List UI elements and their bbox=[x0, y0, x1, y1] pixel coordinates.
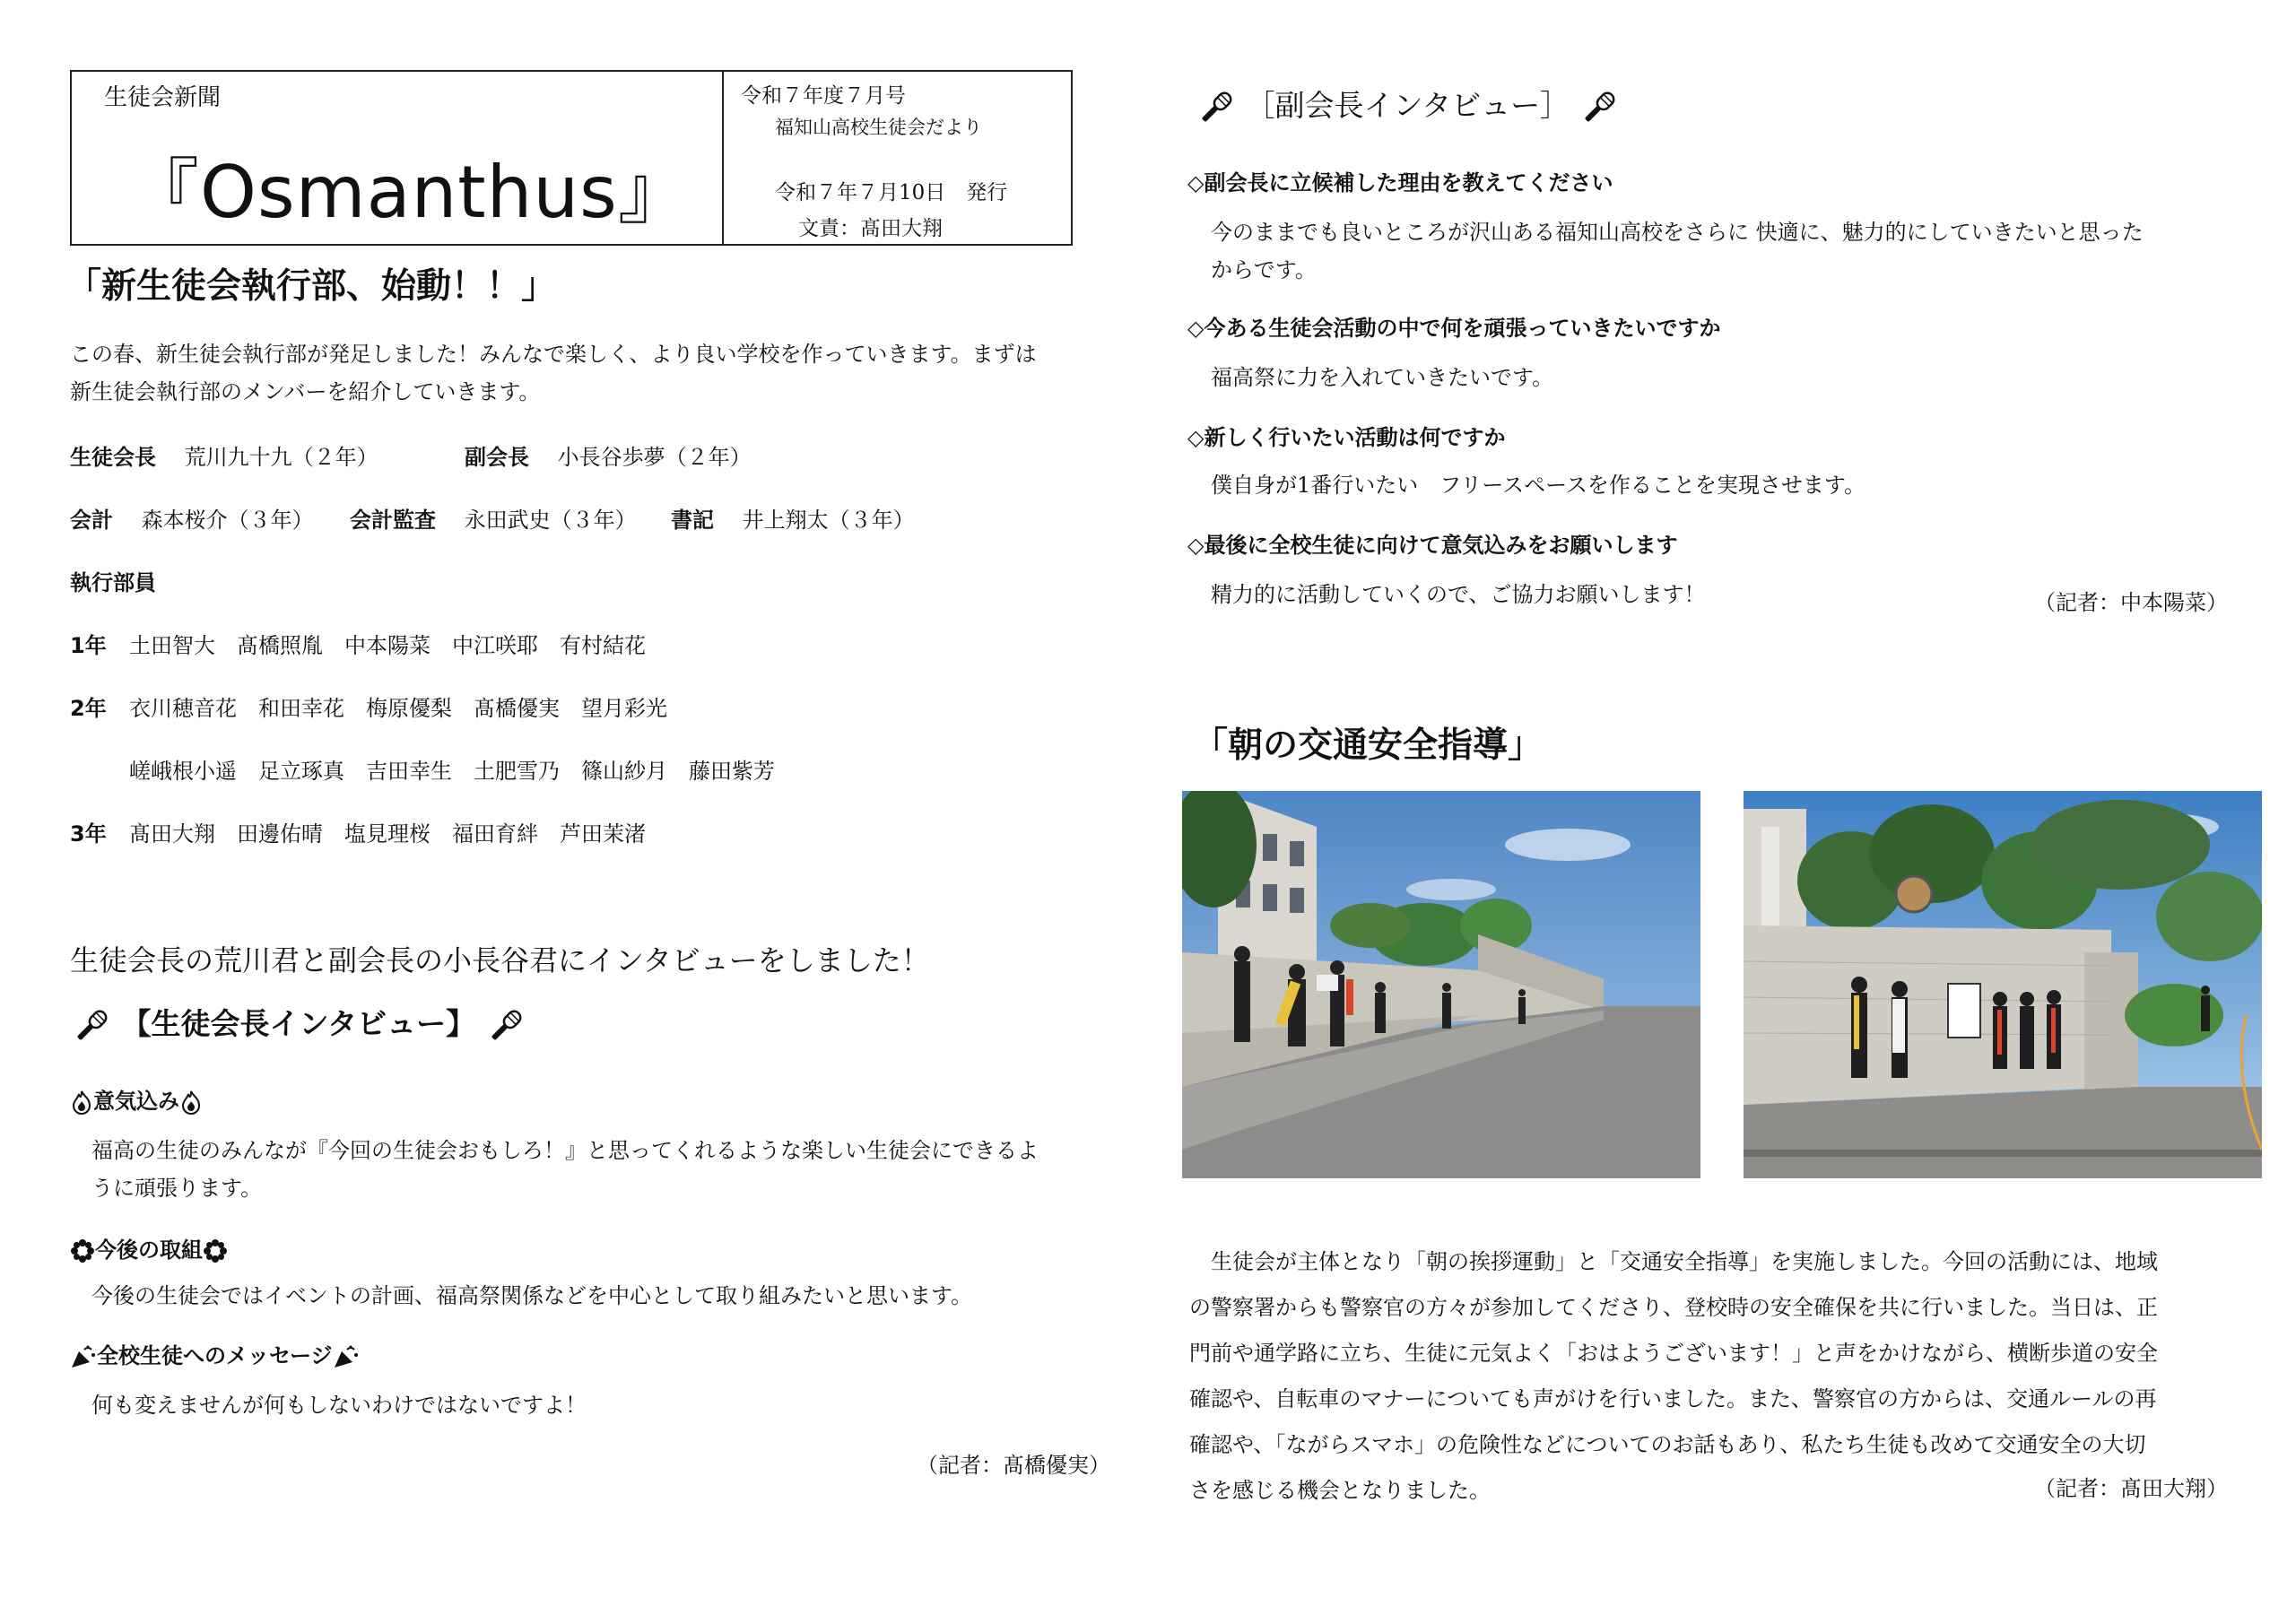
microphone-icon bbox=[486, 1006, 526, 1046]
grade-label: 3年 bbox=[70, 821, 107, 847]
vp-answer bbox=[1211, 359, 1553, 396]
answer-line: 今のままでも良いところが沢山ある福知山高校をさらに 快適に、魅力的にしていきたいと思った bbox=[1211, 220, 2144, 245]
article-line: 確認や、「ながらスマホ」の危険性などについてのお話もあり、私たち生徒も改めて交通安全の大切 bbox=[1189, 1432, 2146, 1457]
issue-label: 令和７年度７月号 bbox=[741, 84, 906, 108]
answer-line: からです。 bbox=[1211, 257, 1317, 282]
answer-line: うに頑張ります。 bbox=[91, 1176, 263, 1201]
intro-paragraph bbox=[70, 335, 1128, 411]
officers-row bbox=[70, 439, 378, 471]
member-names: 土田智大 髙橋照胤 中本陽菜 中江咲耶 有村結花 bbox=[129, 633, 646, 658]
interview-lead: 生徒会長の荒川君と副会長の小長谷君にインタビューをしました！ bbox=[70, 943, 930, 977]
microphone-icon bbox=[72, 1006, 111, 1046]
officer-name: 小長谷歩夢（２年） bbox=[557, 445, 752, 470]
vp-question: ◇新しく行いたい活動は何ですか bbox=[1187, 425, 1506, 450]
flower-icon bbox=[70, 1238, 95, 1264]
answer-line: 僕自身が1番行いたい フリースペースを作ることを実現させます。 bbox=[1211, 473, 1866, 498]
traffic-reporter-credit: （記者：髙田大翔） bbox=[2034, 1476, 2228, 1501]
section-title: 今後の取組 bbox=[95, 1238, 203, 1263]
answer-line: 福高祭に力を入れていきたいです。 bbox=[1211, 365, 1554, 390]
officers-row bbox=[465, 439, 752, 471]
microphone-icon bbox=[1579, 88, 1619, 127]
vp-question: ◇今ある生徒会活動の中で何を頑張っていきたいですか bbox=[1187, 316, 1721, 341]
officer-role: 会計監査 bbox=[350, 508, 436, 533]
vp-interview-heading bbox=[1196, 83, 1619, 127]
flower-icon bbox=[203, 1238, 228, 1264]
president-interview-heading bbox=[72, 1001, 526, 1046]
vp-reporter-credit: （記者：中本陽菜） bbox=[2034, 590, 2228, 615]
flame-icon bbox=[179, 1090, 203, 1115]
school-label: 福知山高校生徒会だより bbox=[775, 117, 982, 138]
members-row bbox=[70, 816, 646, 847]
article-line: さを感じる機会となりました。 bbox=[1189, 1478, 1491, 1503]
section-heading bbox=[70, 1338, 360, 1369]
officers-row bbox=[70, 502, 314, 534]
intro-line: 新生徒会執行部のメンバーを紹介していきます。 bbox=[70, 379, 541, 404]
members-row bbox=[70, 753, 775, 785]
member-names: 衣川穂音花 和田幸花 梅原優梨 髙橋優実 望月彩光 bbox=[129, 696, 667, 721]
members-row bbox=[70, 690, 667, 722]
officer-role: 副会長 bbox=[465, 445, 529, 470]
officer-role: 書記 bbox=[671, 508, 714, 533]
flame-icon bbox=[70, 1090, 93, 1115]
editor-credit: 文責：髙田大翔 bbox=[798, 217, 943, 240]
section-heading bbox=[70, 1083, 203, 1115]
officer-name: 森本桜介（３年） bbox=[141, 508, 314, 533]
party-popper-icon bbox=[70, 1344, 97, 1369]
masthead bbox=[70, 70, 1073, 246]
newspaper-kicker: 生徒会新聞 bbox=[104, 84, 222, 111]
party-popper-icon bbox=[333, 1344, 360, 1369]
vp-heading-text: ［副会長インタビュー］ bbox=[1245, 88, 1570, 123]
answer-line: 何も変えませんが何もしないわけではないですよ！ bbox=[91, 1393, 587, 1418]
officer-name: 永田武史（３年） bbox=[464, 508, 637, 533]
grade-label: 1年 bbox=[70, 633, 107, 658]
vp-question: ◇最後に全校生徒に向けて意気込みをお願いします bbox=[1187, 533, 1678, 558]
vp-answer bbox=[1211, 213, 2251, 289]
answer-line: 精力的に活動していくので、ご協力お願いします！ bbox=[1211, 582, 1706, 607]
intro-line: この春、新生徒会執行部が発足しました！みんなで楽しく、より良い学校を作っていきます。まずは bbox=[70, 342, 1037, 367]
article-line: 生徒会が主体となり「朝の挨拶運動」と「交通安全指導」を実施しました。今回の活動には、地域 bbox=[1189, 1249, 2158, 1274]
president-heading-text: 【生徒会長インタビュー】 bbox=[121, 1006, 476, 1041]
traffic-photo-gate bbox=[1744, 791, 2262, 1178]
member-names: 髙田大翔 田邊佑晴 塩見理桜 福田育絆 芦田茉渚 bbox=[129, 821, 646, 847]
members-label: 執行部員 bbox=[70, 570, 156, 595]
officers-row bbox=[671, 502, 915, 534]
masthead-divider bbox=[722, 72, 724, 244]
left-headline: 「新生徒会執行部、始動！！」 bbox=[66, 266, 557, 307]
microphone-icon bbox=[1196, 88, 1236, 127]
photo-gate-image bbox=[1744, 791, 2262, 1178]
newspaper-title: 『Osmanthus』 bbox=[127, 151, 691, 234]
section-title: 全校生徒へのメッセージ bbox=[97, 1343, 333, 1368]
traffic-headline: 「朝の交通安全指導」 bbox=[1193, 725, 1544, 766]
officer-name: 荒川九十九（２年） bbox=[184, 445, 378, 470]
answer-line: 福高の生徒のみんなが『今回の生徒会おもしろ！』と思ってくれるような楽しい生徒会にできるよ bbox=[91, 1138, 1039, 1163]
answer-line: 今後の生徒会ではイベントの計画、福高祭関係などを中心として取り組みたいと思います。 bbox=[91, 1283, 973, 1308]
traffic-photo-street bbox=[1182, 791, 1700, 1178]
vp-question: ◇副会長に立候補した理由を教えてください bbox=[1187, 170, 1613, 195]
officer-name: 井上翔太（３年） bbox=[742, 508, 915, 533]
section-answer bbox=[91, 1277, 1132, 1315]
article-line: の警察署からも警察官の方々が参加してくださり、登校時の安全確保を共に行いました。当日は、正 bbox=[1189, 1295, 2158, 1320]
article-line: 確認や、自転車のマナーについても声がけを行いました。また、警察官の方からは、交通ルールの再 bbox=[1189, 1386, 2157, 1411]
member-names: 嵯峨根小遥 足立琢真 吉田幸生 土肥雪乃 篠山紗月 藤田紫芳 bbox=[129, 759, 775, 784]
section-answer bbox=[91, 1132, 1132, 1207]
reporter-credit: （記者：髙橋優実） bbox=[917, 1453, 1110, 1478]
officer-role: 生徒会長 bbox=[70, 445, 156, 470]
grade-label: 2年 bbox=[70, 696, 107, 721]
photo-street-image bbox=[1182, 791, 1700, 1178]
section-answer bbox=[91, 1386, 1132, 1424]
section-title: 意気込み bbox=[93, 1089, 179, 1114]
section-heading bbox=[70, 1232, 228, 1264]
officer-role: 会計 bbox=[70, 508, 113, 533]
vp-answer bbox=[1211, 466, 1866, 504]
vp-answer bbox=[1211, 576, 1706, 613]
officers-row bbox=[350, 502, 637, 534]
article-line: 門前や通学路に立ち、生徒に元気よく「おはようございます！」と声をかけながら、横断歩道の安全 bbox=[1189, 1341, 2158, 1366]
publish-date: 令和７年７月10日 発行 bbox=[775, 181, 1008, 204]
members-row bbox=[70, 628, 646, 659]
